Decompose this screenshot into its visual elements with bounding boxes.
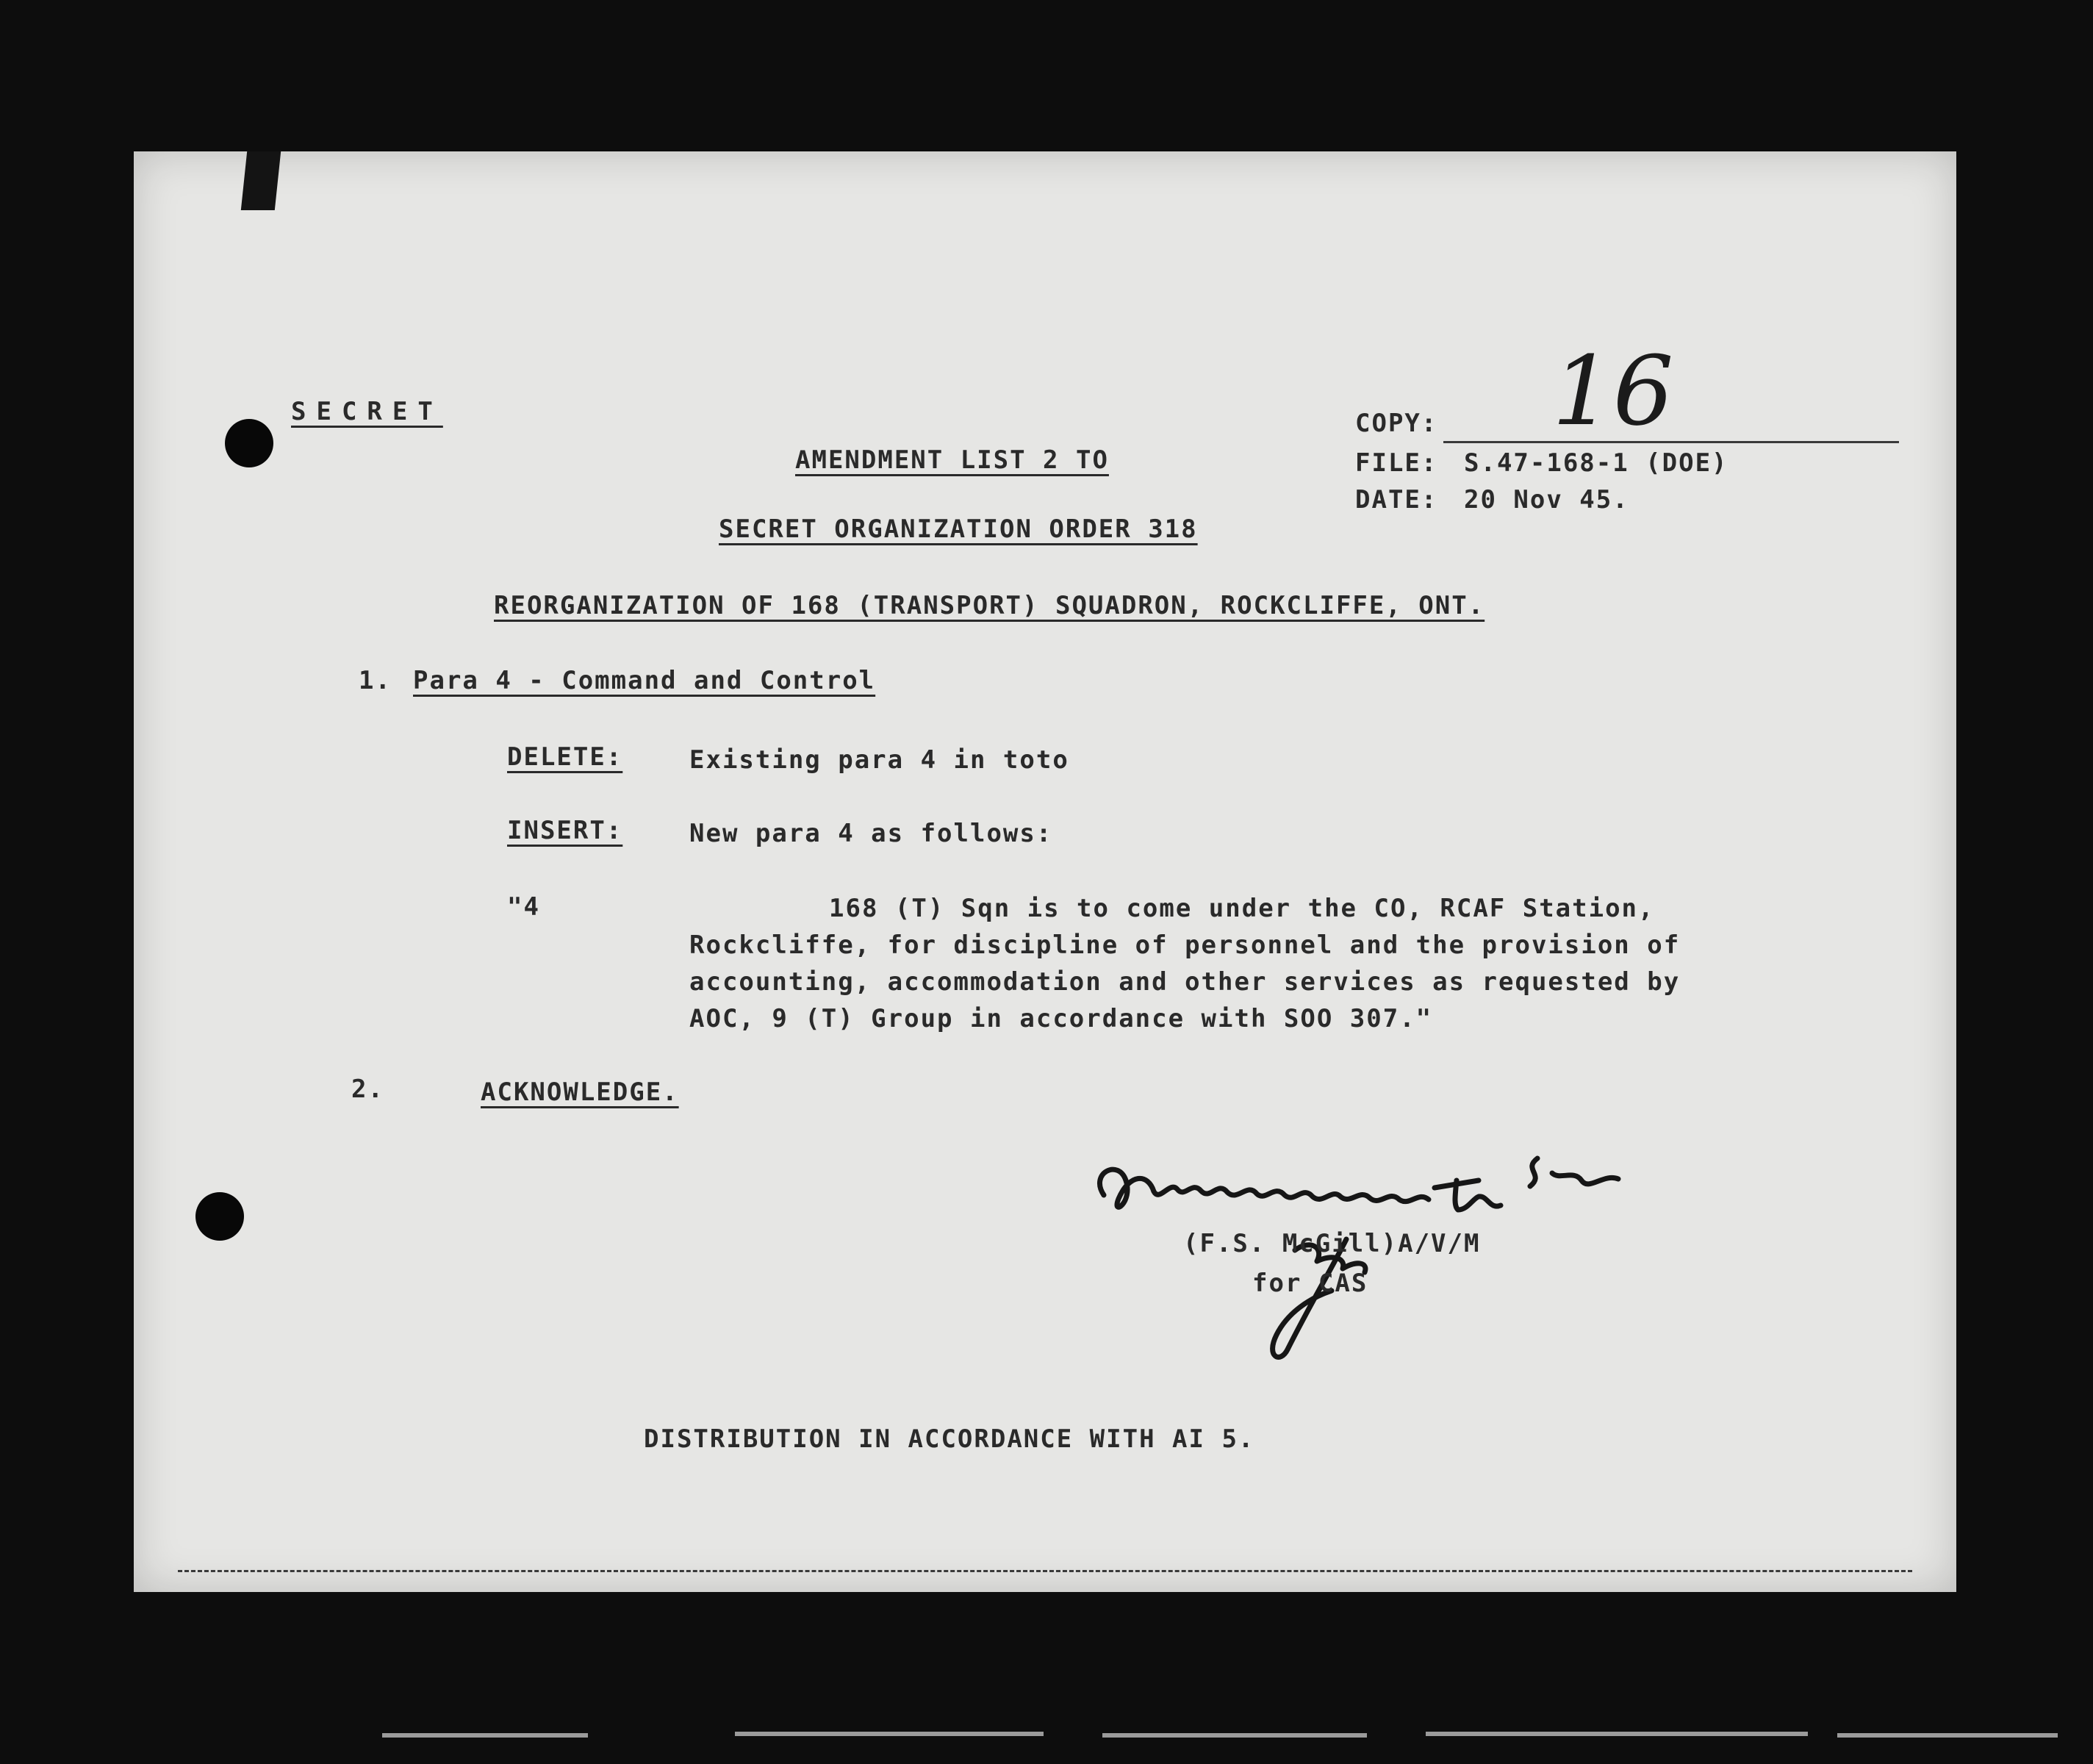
item-1-number: 1.: [359, 666, 392, 695]
item-2-number: 2.: [351, 1075, 384, 1104]
quote-line-2: Rockcliffe, for discipline of personnel and the provision of: [689, 931, 1681, 960]
date-label: DATE:: [1355, 485, 1438, 514]
punch-hole-top: [225, 419, 273, 467]
copy-number: 16: [1552, 335, 1674, 447]
title-reorganization: REORGANIZATION OF 168 (TRANSPORT) SQUADRON, ROCKCLIFFE, ONT.: [494, 591, 1485, 620]
file-label: FILE:: [1355, 448, 1438, 478]
delete-label: DELETE:: [507, 742, 623, 772]
delete-text: Existing para 4 in toto: [689, 745, 1069, 775]
signatory-name: (F.S. McGill)A/V/M: [1183, 1229, 1481, 1258]
distribution-note: DISTRIBUTION IN ACCORDANCE WITH AI 5.: [644, 1424, 1255, 1454]
quote-line-3: accounting, accommodation and other services as requested by: [689, 967, 1681, 997]
punch-hole-bottom: [195, 1192, 244, 1241]
insert-text: New para 4 as follows:: [689, 819, 1053, 848]
title-amendment: AMENDMENT LIST 2 TO: [795, 445, 1109, 475]
title-order: SECRET ORGANIZATION ORDER 318: [719, 514, 1198, 544]
quote-line-4: AOC, 9 (T) Group in accordance with SOO 307.": [689, 1004, 1433, 1033]
file-value: S.47-168-1 (DOE): [1464, 448, 1728, 478]
tab-mark: [241, 151, 281, 210]
date-value: 20 Nov 45.: [1464, 485, 1629, 514]
item-2-text: ACKNOWLEDGE.: [481, 1078, 679, 1107]
insert-label: INSERT:: [507, 816, 623, 845]
quote-line-1: 168 (T) Sqn is to come under the CO, RCAF Station,: [829, 894, 1655, 923]
film-edge: [0, 1720, 2093, 1749]
quote-para-number: "4: [507, 892, 540, 922]
copy-label: COPY:: [1355, 409, 1438, 438]
signatory-for: for CAS: [1252, 1269, 1368, 1298]
perforation-line: [178, 1570, 1912, 1572]
classification-mark: SECRET: [291, 397, 443, 426]
item-1-heading: Para 4 - Command and Control: [413, 666, 876, 695]
copy-underline: [1443, 441, 1899, 443]
document-page: [134, 151, 1956, 1592]
